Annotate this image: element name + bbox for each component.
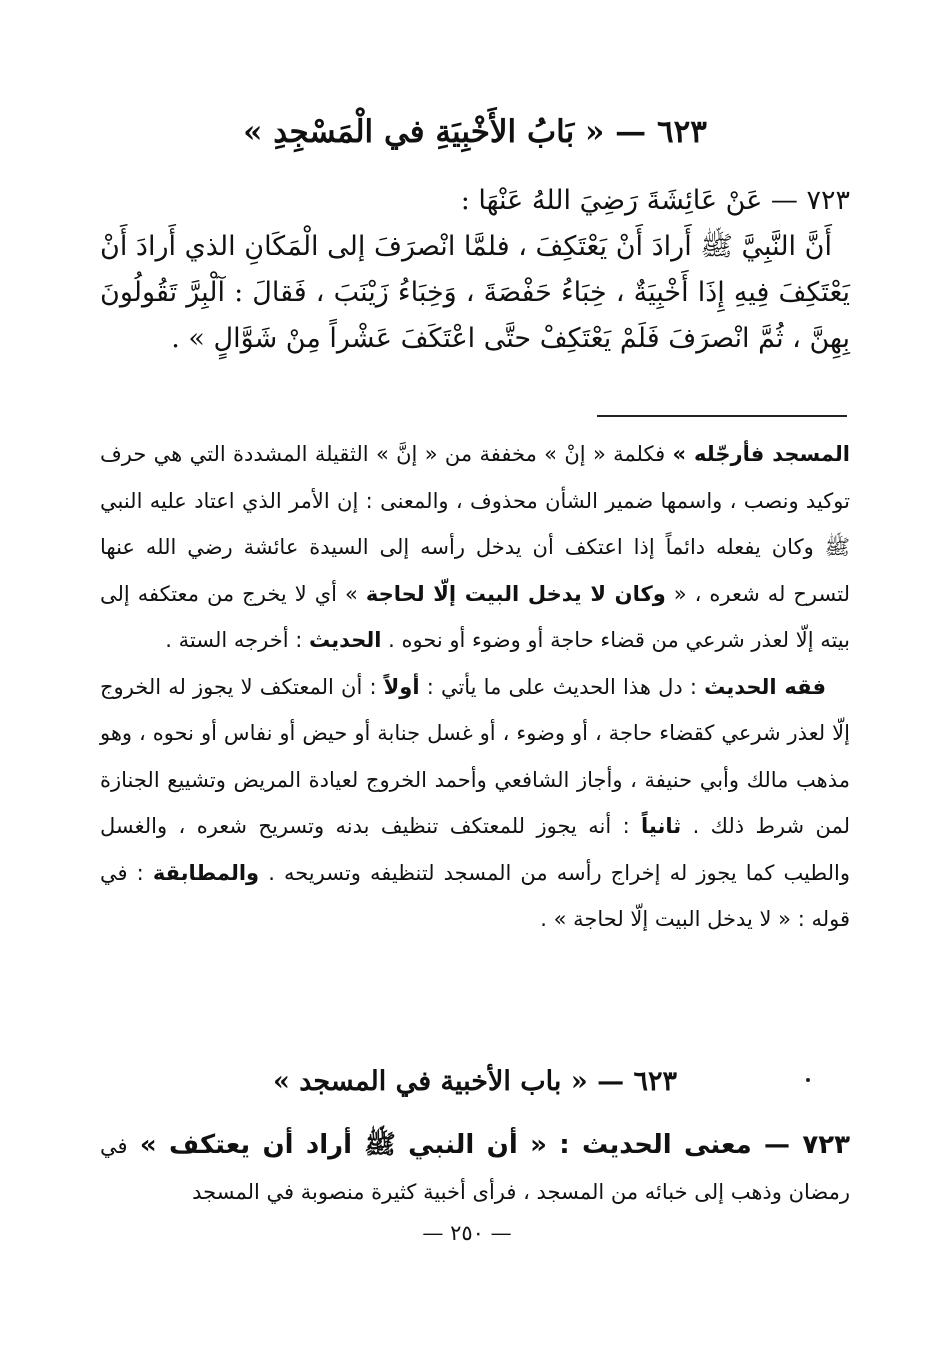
commentary-paragraph-1 [100,431,850,664]
bold-phrase: المسجد فأرجّله » [672,442,850,466]
hadith-meaning-text: في رمضان وذهب إلى خبائه من المسجد ، فرأى أخبية كثيرة منصوبة في المسجد [100,1134,850,1204]
bold-phrase: ثانياً [641,814,682,838]
footnote-separator [597,415,847,417]
hadith-block [100,178,850,362]
bold-phrase: فقه الحديث [704,674,826,699]
commentary-text: : أخرجه الستة . [165,628,309,652]
page-number: — ٢٥٠ — [422,1221,512,1245]
bold-phrase: الحديث [308,628,382,652]
hadith-meaning-label: ٧٢٣ — معنى الحديث : [559,1130,851,1160]
hadith-meaning [100,1122,850,1215]
bold-phrase: وكان لا يدخل البيت إلّا لحاجة [365,581,666,606]
hadith-number-narrator: ٧٢٣ — عَنْ عَائِشَةَ رَضِيَ اللهُ عَنْهَا : [460,185,850,216]
commentary-text: : أنه يجوز للمعتكف تنظيف بدنه وتسريح شعره ، والغسل والطيب كما يجوز له إخراج رأسه من المسجد لتنظيفه وتسريحه . [100,814,850,885]
second-chapter-heading: ٦٢٣ — « باب الأخبية في المسجد » [272,1066,678,1097]
bold-phrase: والمطابقة [152,860,260,885]
commentary-text: : في قوله : « لا يدخل البيت إلّا لحاجة » . [100,860,850,931]
commentary-text: » أي لا يخرج من معتكفه إلى بيته إلّا لعذر شرعي من قضاء حاجة أو وضوء أو نحوه . [100,581,850,652]
commentary-paragraph-2 [100,664,850,943]
commentary-text: : دل هذا الحديث على ما يأتي : [419,674,705,699]
commentary-text: فكلمة « إنْ » مخففة من « إنَّ » الثقيلة المشددة التي هي حرف توكيد ونصب ، واسمها ضمير الشأن محذوف ، والمعنى : إن الأمر الذي اعتاد عليه النبي ﷺ وكان يفعله دائماً إذا اعتكف أن يدخل رأسه إلى السيدة عائشة رضي الله عنها لتسرح له شعره ، « [100,442,850,606]
bold-phrase: أولاً [383,674,420,699]
hadith-meaning-paragraph [100,1122,850,1215]
hadith-text: أَنَّ النَّبِيَّ ﷺ أَرادَ أَنْ يَعْتَكِفَ ، فلمَّا انْصرَفَ إلى الْمَكَانِ الذي أَرادَ أَنْ يَعْتَكِفَ فِيهِ إِذَا أَخْبِيَةٌ ، خِبَاءُ حَفْصَةَ ، وَخِبَاءُ زَيْنَبَ ، فَقالَ : آلْبِرَّ تَقُولُونَ بِهِنَّ ، ثُمَّ انْصرَفَ فَلَمْ يَعْتَكِفْ حتَّى اعْتَكَفَ عَشْراً مِنْ شَوَّالٍ » . [100,231,850,354]
chapter-heading: ٦٢٣ — « بَابُ الأَخْبِيَةِ في الْمَسْجِدِ » [243,114,707,150]
hadith-meaning-quote: « أن النبي ﷺ أراد أن يعتكف » [127,1130,560,1160]
commentary [100,431,850,943]
commentary-text: : أن المعتكف لا يجوز له الخروج إلّا لعذر شرعي كقضاء حاجة ، أو وضوء ، أو غسل جنابة أو حيض أو نفاس أو نحوه ، وهو مذهب مالك وأبي حنيفة ، وأجاز الشافعي وأحمد الخروج لعيادة المريض وتشييع الجنازة لمن شرط ذلك . [100,674,850,838]
